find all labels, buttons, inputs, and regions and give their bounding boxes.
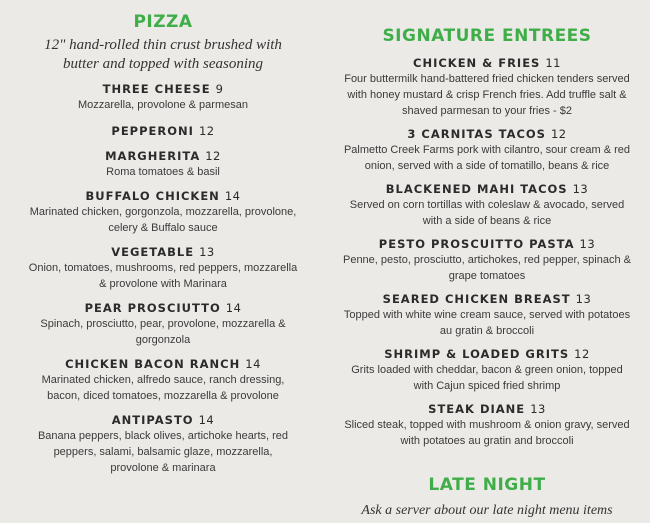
item-price: 13 bbox=[530, 402, 546, 416]
menu-item bbox=[28, 301, 298, 348]
item-description: Topped with white wine cream sauce, served with potatoes au gratin & broccoli bbox=[343, 309, 631, 337]
item-name: VEGETABLE bbox=[111, 245, 195, 259]
item-name: SHRIMP & LOADED GRITS bbox=[384, 347, 570, 361]
menu-item bbox=[28, 245, 298, 292]
menu-item bbox=[342, 56, 632, 119]
item-description: Roma tomatoes & basil bbox=[106, 166, 220, 178]
item-description: Onion, tomatoes, mushrooms, red peppers, mozzarella & provolone with Marinara bbox=[28, 262, 298, 290]
item-description: Four buttermilk hand-battered fried chicken tenders served with honey mustard & crisp French fries. Add truffle salt & shaved parmesan to your fries - $2 bbox=[344, 73, 630, 117]
menu-item bbox=[28, 149, 298, 180]
menu-item bbox=[28, 82, 298, 113]
item-description: Banana peppers, black olives, artichoke hearts, red peppers, salami, balsamic glaze, mozzarella, provolone & marinara bbox=[37, 430, 289, 474]
menu-item bbox=[28, 124, 298, 138]
item-name: STEAK DIANE bbox=[428, 402, 526, 416]
item-description: Penne, pesto, prosciutto, artichokes, red pepper, spinach & grape tomatoes bbox=[342, 254, 631, 282]
menu-item bbox=[342, 127, 632, 174]
late-night-title: LATE NIGHT bbox=[428, 475, 546, 495]
menu-item bbox=[28, 413, 298, 476]
item-title bbox=[28, 82, 298, 96]
item-price: 14 bbox=[198, 413, 215, 427]
item-name: BLACKENED MAHI TACOS bbox=[385, 182, 568, 196]
item-name: CHICKEN & FRIES bbox=[413, 56, 541, 70]
item-price: 14 bbox=[225, 301, 242, 315]
item-title bbox=[28, 357, 298, 371]
item-title bbox=[342, 182, 632, 196]
menu-item bbox=[342, 402, 632, 449]
item-description: Grits loaded with cheddar, bacon & green onion, topped with Cajun spiced fried shrimp bbox=[351, 364, 623, 392]
item-price: 11 bbox=[545, 56, 561, 70]
item-title bbox=[28, 245, 298, 259]
item-description: Palmetto Creek Farms pork with cilantro, sour cream & red onion, served with a side of tomatillo, beans & rice bbox=[343, 144, 631, 172]
item-title bbox=[28, 189, 298, 203]
item-price: 13 bbox=[575, 292, 592, 306]
item-name: PEPPERONI bbox=[111, 124, 194, 138]
item-name: MARGHERITA bbox=[105, 149, 201, 163]
item-price: 14 bbox=[245, 357, 261, 371]
item-name: PEAR PROSCIUTTO bbox=[84, 301, 221, 315]
pizza-title: PIZZA bbox=[133, 12, 193, 32]
item-title bbox=[342, 127, 632, 141]
item-price: 9 bbox=[215, 82, 224, 96]
item-name: PESTO PROSCUITTO PASTA bbox=[378, 237, 575, 251]
late-night-subtitle: Ask a server about our late night menu items bbox=[361, 503, 613, 518]
pizza-intro: 12" hand-rolled thin crust brushed with butter and topped with seasoning bbox=[44, 37, 282, 72]
item-description: Spinach, prosciutto, pear, provolone, mozzarella & gorgonzola bbox=[40, 318, 286, 346]
item-name: BUFFALO CHICKEN bbox=[85, 189, 220, 203]
item-title bbox=[342, 56, 632, 70]
item-name: ANTIPASTO bbox=[111, 413, 194, 427]
item-description: Marinated chicken, gorgonzola, mozzarella, provolone, celery & Buffalo sauce bbox=[29, 206, 297, 234]
menu-item bbox=[342, 237, 632, 284]
item-price: 13 bbox=[199, 245, 215, 259]
item-description: Marinated chicken, alfredo sauce, ranch dressing, bacon, diced tomatoes, mozzarella & provolone bbox=[41, 374, 285, 402]
pizza-section bbox=[28, 0, 298, 476]
entrees-title: SIGNATURE ENTREES bbox=[382, 26, 592, 46]
item-name: THREE CHEESE bbox=[102, 82, 211, 96]
item-title bbox=[342, 237, 632, 251]
item-name: 3 CARNITAS TACOS bbox=[407, 127, 546, 141]
item-title bbox=[342, 292, 632, 306]
item-title bbox=[28, 413, 298, 427]
menu-item bbox=[342, 292, 632, 339]
item-price: 13 bbox=[572, 182, 589, 196]
menu-item bbox=[28, 357, 298, 404]
item-description: Served on corn tortillas with coleslaw & avocado, served with a side of beans & rice bbox=[349, 199, 625, 227]
item-price: 12 bbox=[205, 149, 221, 163]
menu-item bbox=[342, 347, 632, 394]
item-price: 12 bbox=[574, 347, 590, 361]
menu-item bbox=[342, 182, 632, 229]
item-price: 14 bbox=[224, 189, 241, 203]
item-title bbox=[342, 347, 632, 361]
item-title bbox=[342, 402, 632, 416]
item-price: 12 bbox=[198, 124, 215, 138]
entrees-section bbox=[342, 0, 632, 519]
item-title bbox=[28, 301, 298, 315]
item-price: 12 bbox=[550, 127, 567, 141]
item-title bbox=[28, 124, 298, 138]
item-description: Mozzarella, provolone & parmesan bbox=[78, 99, 248, 111]
item-price: 13 bbox=[579, 237, 596, 251]
item-description: Sliced steak, topped with mushroom & onion gravy, served with potatoes au gratin and broccoli bbox=[344, 419, 630, 447]
item-name: CHICKEN BACON RANCH bbox=[65, 357, 241, 371]
item-name: SEARED CHICKEN BREAST bbox=[382, 292, 571, 306]
menu-item bbox=[28, 189, 298, 236]
item-title bbox=[28, 149, 298, 163]
